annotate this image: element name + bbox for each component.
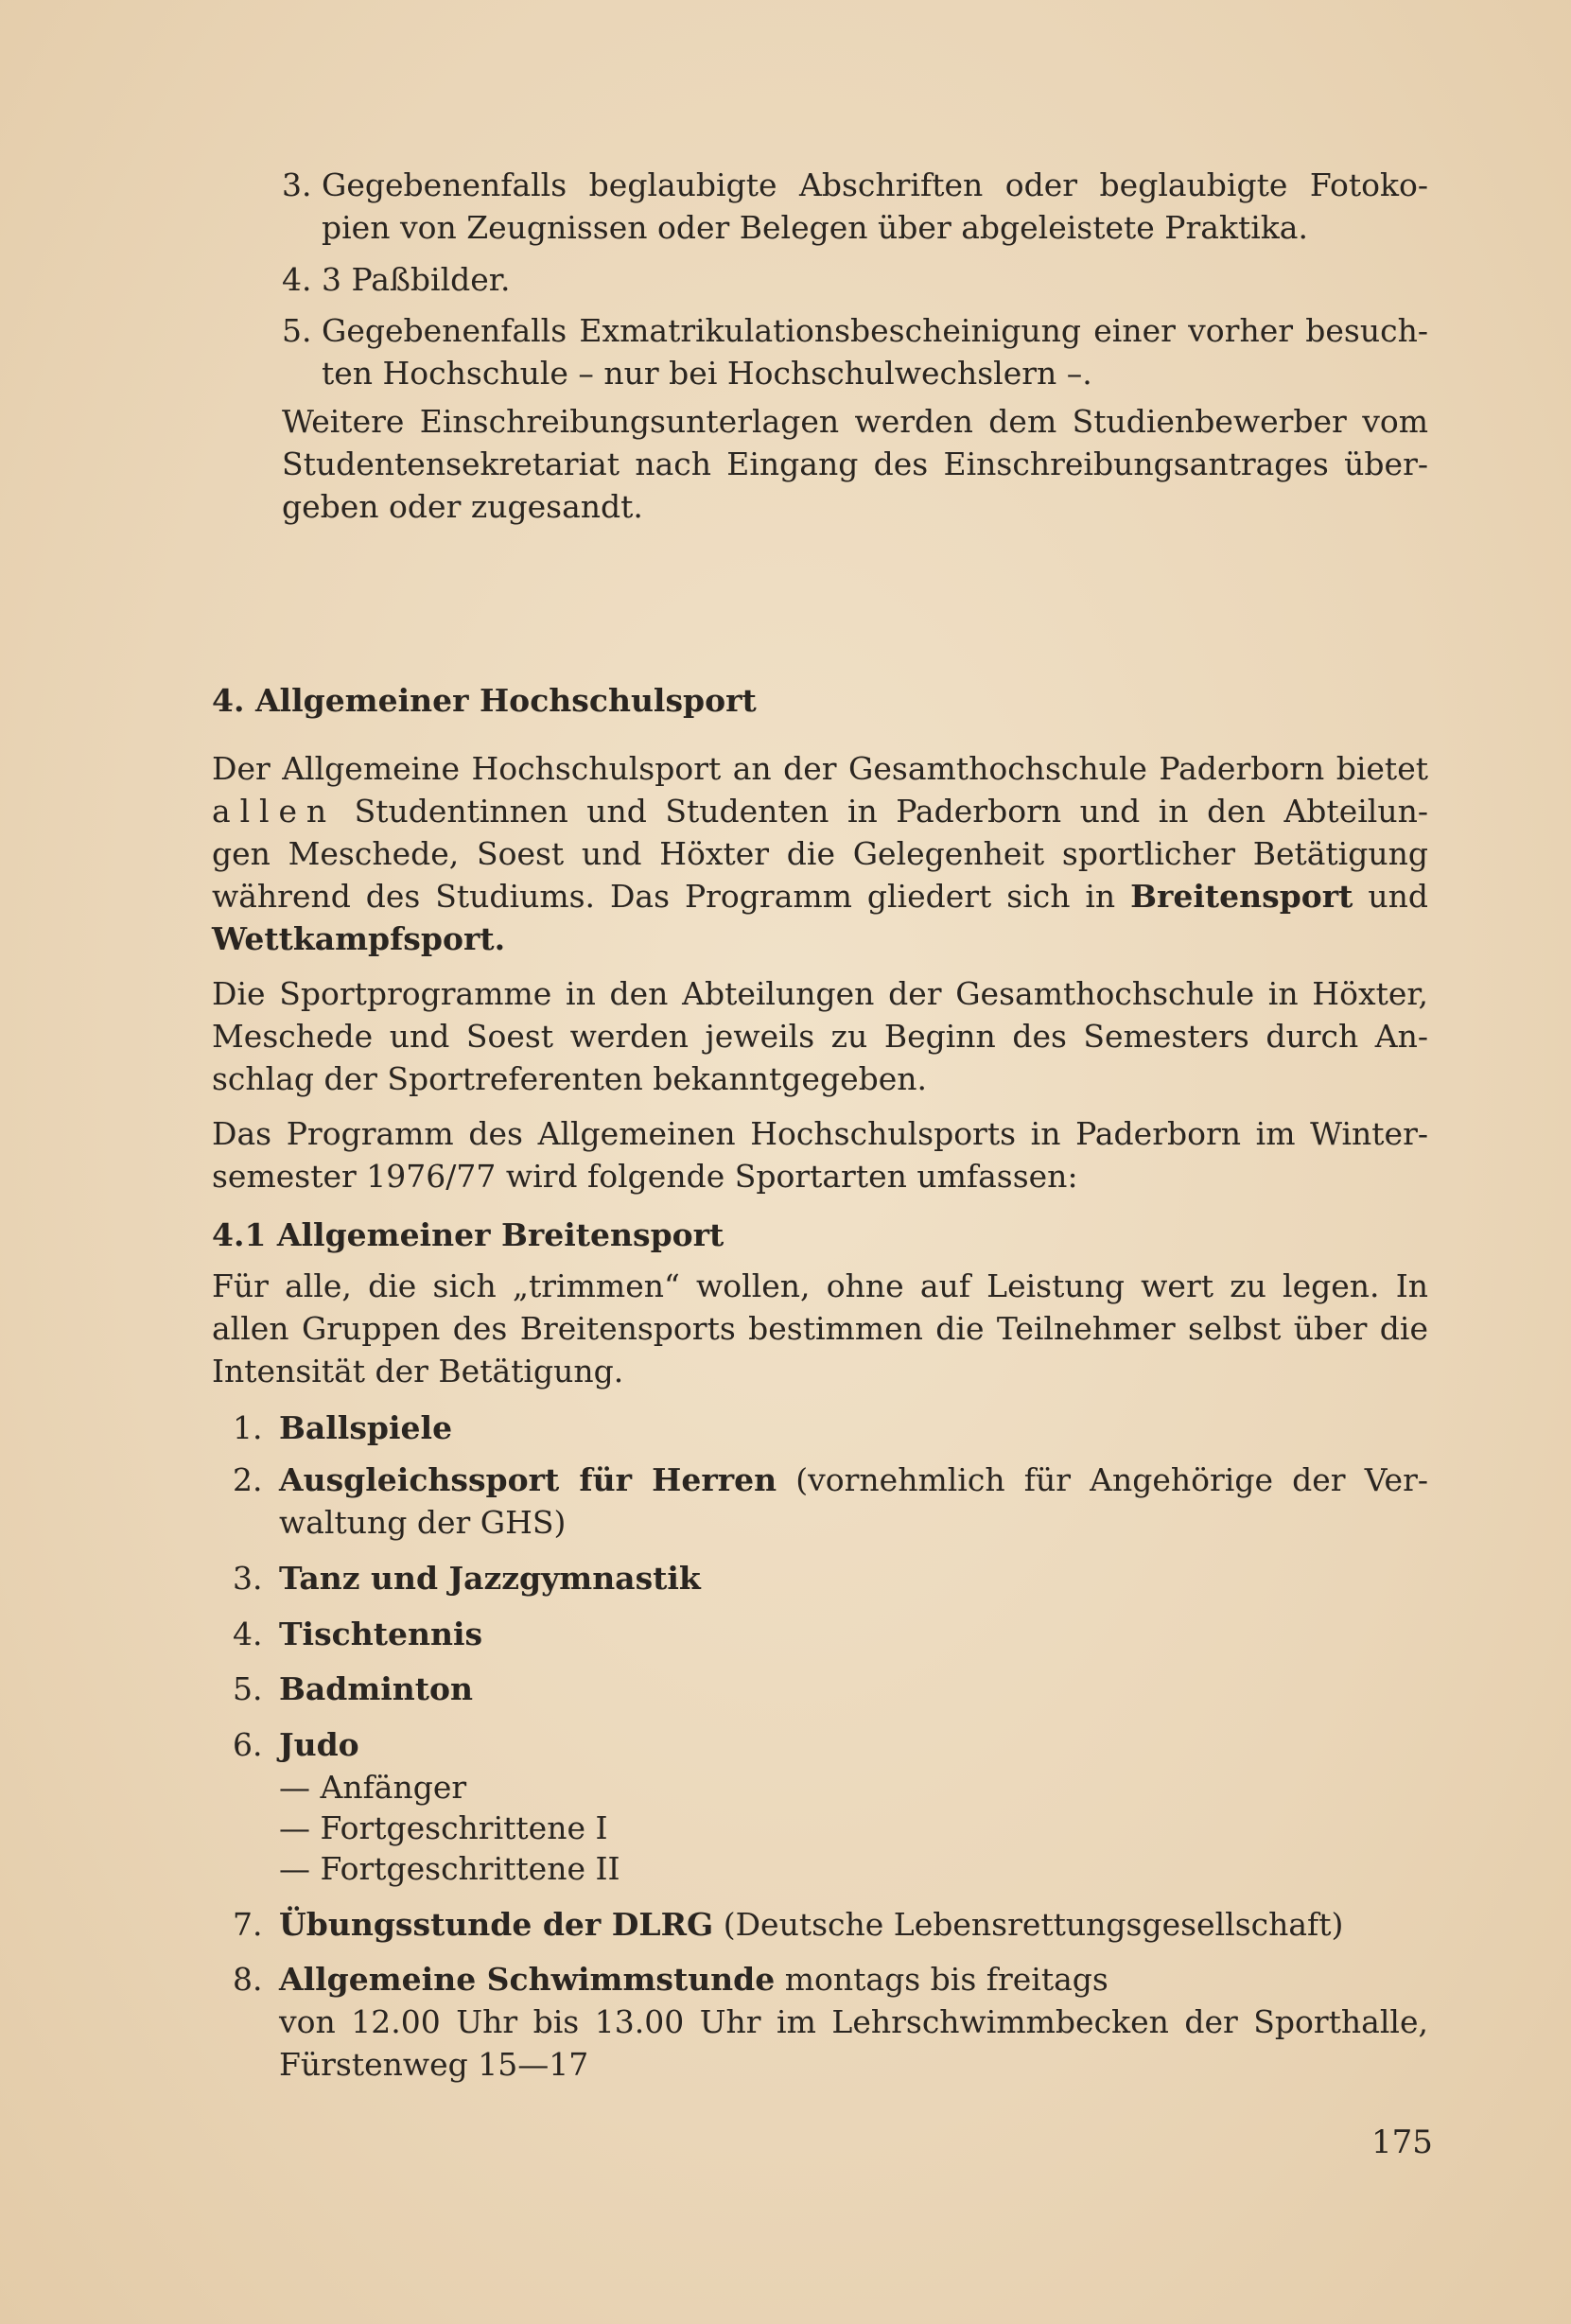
paragraph-line: Für alle, die sich „trimmen“ wollen, ohne auf Leistung wert zu legen. In — [212, 1267, 1428, 1304]
page-number: 175 — [1371, 2123, 1433, 2161]
list-item-text: Gegebenenfalls Exmatrikulationsbescheinigung einer vorher besuch- — [322, 312, 1428, 349]
list-number: 5. — [282, 312, 312, 349]
paragraph-line: Das Programm des Allgemeinen Hochschulsports in Paderborn im Winter- — [212, 1115, 1428, 1152]
sport-name: Badminton — [279, 1670, 474, 1707]
paragraph-line: Intensität der Betätigung. — [212, 1353, 624, 1389]
spaced-word: allen — [212, 793, 337, 830]
list-item-text: waltung der GHS) — [279, 1504, 567, 1541]
list-number: 7. — [233, 1906, 263, 1943]
list-number: 4. — [282, 261, 312, 298]
paragraph-line: semester 1976/77 wird folgende Sportarten umfassen: — [212, 1158, 1078, 1195]
sport-name: Ausgleichssport für Herren — [279, 1461, 777, 1498]
paragraph-line: Weitere Einschreibungsunterlagen werden dem Studienbewerber vom — [282, 403, 1428, 440]
list-number: 2. — [233, 1461, 263, 1498]
section-heading: 4. Allgemeiner Hochschulsport — [212, 682, 757, 719]
sport-name: Tanz und Jazzgymnastik — [279, 1560, 701, 1597]
list-number: 3. — [282, 166, 312, 203]
sub-item: — Fortgeschrittene I — [279, 1809, 608, 1846]
sport-name: Allgemeine Schwimmstunde — [279, 1961, 776, 1998]
list-item-text: Fürstenweg 15—17 — [279, 2046, 589, 2083]
list-item-text: von 12.00 Uhr bis 13.00 Uhr im Lehrschwimmbecken der Sporthalle, — [279, 2003, 1428, 2040]
paragraph-line: Die Sportprogramme in den Abteilungen der Gesamthochschule in Höxter, — [212, 975, 1428, 1012]
list-item-text: 3 Paßbilder. — [322, 261, 511, 298]
sport-name: Judo — [279, 1726, 359, 1763]
list-number: 5. — [233, 1670, 263, 1707]
sport-name: Ballspiele — [279, 1409, 453, 1446]
list-number: 3. — [233, 1560, 263, 1597]
list-number: 6. — [233, 1726, 263, 1763]
paragraph-line: Der Allgemeine Hochschulsport an der Gesamthochschule Paderborn bietet — [212, 750, 1428, 787]
paragraph-line: Meschede und Soest werden jeweils zu Beginn des Semesters durch An- — [212, 1018, 1428, 1055]
paragraph-line: allen Studentinnen und Studenten in Paderborn und in den Abteilun- — [212, 793, 1428, 830]
sport-name: Tischtennis — [279, 1616, 483, 1652]
list-item-text: Gegebenenfalls beglaubigte Abschriften oder beglaubigte Fotoko- — [322, 166, 1428, 203]
paragraph-line: geben oder zugesandt. — [282, 488, 643, 525]
list-number: 8. — [233, 1961, 263, 1998]
list-item-text: pien von Zeugnissen oder Belegen über abgeleistete Praktika. — [322, 209, 1308, 246]
list-number: 4. — [233, 1616, 263, 1652]
paragraph-line: während des Studiums. Das Programm gliedert sich in Breitensport und — [212, 878, 1428, 915]
bold-term: Breitensport — [1130, 878, 1353, 915]
sub-item: — Anfänger — [279, 1769, 467, 1806]
list-item-text: Ausgleichssport für Herren (vornehmlich für Angehörige der Ver- — [279, 1461, 1428, 1498]
sport-name: Übungsstunde der DLRG — [279, 1906, 714, 1943]
paragraph-line: gen Meschede, Soest und Höxter die Gelegenheit sportlicher Betätigung — [212, 835, 1428, 872]
paragraph-line: schlag der Sportreferenten bekanntgegeben. — [212, 1060, 928, 1097]
list-item-text: Übungsstunde der DLRG (Deutsche Lebensrettungsgesellschaft) — [279, 1906, 1344, 1943]
subsection-heading: 4.1 Allgemeiner Breitensport — [212, 1216, 724, 1253]
list-number: 1. — [233, 1409, 263, 1446]
paragraph-line: Studentensekretariat nach Eingang des Einschreibungsantrages über- — [282, 446, 1428, 482]
bold-term: Wettkampfsport. — [212, 920, 506, 957]
sub-item: — Fortgeschrittene II — [279, 1850, 620, 1887]
list-item-text: ten Hochschule – nur bei Hochschulwechslern –. — [322, 355, 1092, 392]
list-item-text: Allgemeine Schwimmstunde montags bis freitags — [279, 1961, 1108, 1998]
paragraph-line: allen Gruppen des Breitensports bestimmen die Teilnehmer selbst über die — [212, 1310, 1428, 1347]
